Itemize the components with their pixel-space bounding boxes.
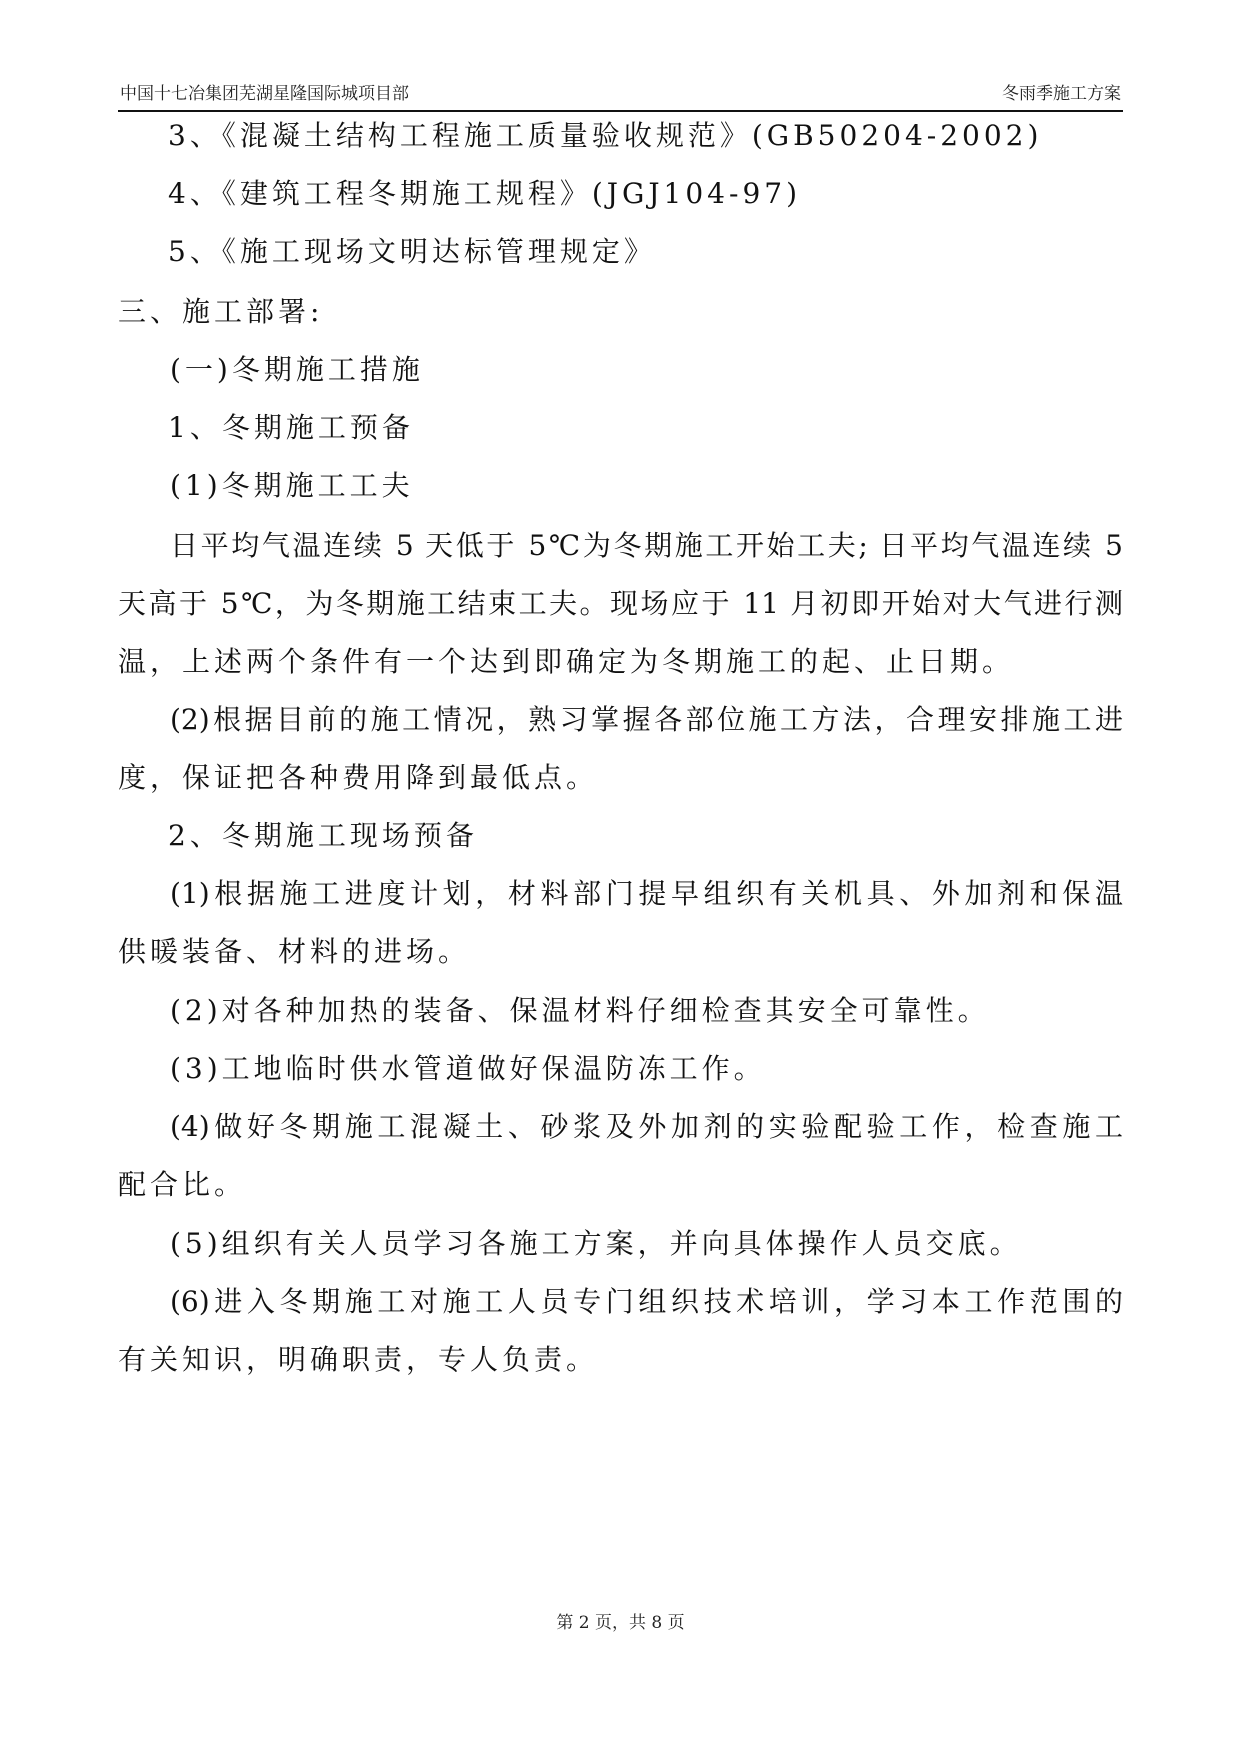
item-heading: 1、冬期施工预备: [168, 411, 414, 444]
paragraph-line: (6)进入冬期施工对施工人员专门组织技术培训，学习本工作范围的: [170, 1285, 1123, 1318]
paragraph-line: (1)根据施工进度计划，材料部门提早组织有关机具、外加剂和保温: [170, 877, 1123, 910]
running-header-title: 中国十七冶集团芜湖星隆国际城项目部: [120, 84, 409, 104]
paragraph-line: (3)工地临时供水管道做好保温防冻工作。: [170, 1052, 766, 1085]
reference-item: 5、《施工现场文明达标管理规定》: [168, 235, 656, 268]
paragraph-line: 供暖装备、材料的进场。: [118, 935, 471, 968]
paragraph-line: 度，保证把各种费用降到最低点。: [118, 761, 599, 794]
reference-item: 3、《混凝土结构工程施工质量验收规范》(GB50204-2002): [168, 119, 1043, 152]
paragraph-line: (2)对各种加热的装备、保温材料仔细检查其安全可靠性。: [170, 994, 990, 1027]
paragraph-line: (2)根据目前的施工情况，熟习掌握各部位施工方法，合理安排施工进: [170, 703, 1123, 736]
paragraph-line: 日平均气温连续 5 天低于 5℃为冬期施工开始工夫; 日平均气温连续 5: [170, 529, 1123, 562]
page-number: 第 2 页，共 8 页: [556, 1613, 685, 1633]
paragraph-line: 天高于 5℃，为冬期施工结束工夫。现场应于 11 月初即开始对大气进行测: [118, 587, 1123, 620]
running-header-section: 冬雨季施工方案: [1002, 84, 1121, 104]
paragraph-line: 有关知识，明确职责，专人负责。: [118, 1343, 599, 1376]
item-subheading: (1)冬期施工工夫: [170, 469, 414, 502]
header-divider: [118, 110, 1123, 112]
reference-item: 4、《建筑工程冬期施工规程》(JGJ104-97): [168, 177, 802, 210]
item-heading: 2、冬期施工现场预备: [168, 819, 478, 852]
paragraph-line: (5)组织有关人员学习各施工方案，并向具体操作人员交底。: [170, 1227, 1022, 1260]
paragraph-line: 温，上述两个条件有一个达到即确定为冬期施工的起、止日期。: [118, 645, 1015, 678]
paragraph-line: 配合比。: [118, 1168, 247, 1201]
subsection-heading: (一)冬期施工措施: [170, 353, 424, 386]
paragraph-line: (4)做好冬期施工混凝土、砂浆及外加剂的实验配验工作，检查施工: [170, 1110, 1123, 1143]
section-heading: 三、施工部署:: [118, 295, 324, 328]
